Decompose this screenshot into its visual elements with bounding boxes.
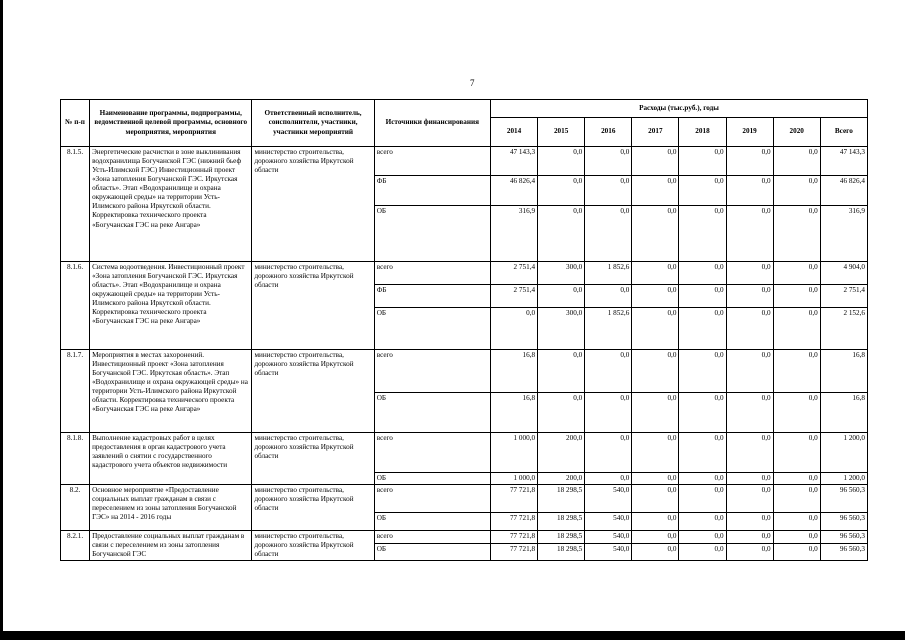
item-code: 8.1.7. [61,350,90,433]
amount-cell: 18 298,5 [538,543,585,561]
amount-cell: 77 721,8 [490,485,537,513]
amount-cell: 0,0 [773,473,820,485]
scan-edge-bottom [0,631,905,640]
amount-cell: 1 852,6 [585,262,632,285]
table-row [61,262,868,285]
amount-cell: 0,0 [632,393,679,433]
amount-cell: 1 200,0 [820,433,867,473]
table-row [61,147,868,176]
funding-source: всего [374,433,490,473]
funding-source: ОБ [374,543,490,561]
amount-cell: 0,0 [679,485,726,513]
amount-cell: 0,0 [585,473,632,485]
amount-cell: 1 852,6 [585,308,632,350]
amount-cell: 0,0 [632,485,679,513]
funding-source: ФБ [374,176,490,206]
funding-source: всего [374,485,490,513]
page-number: 7 [470,78,475,88]
funding-source: всего [374,350,490,393]
amount-cell: 300,0 [538,262,585,285]
amount-cell: 77 721,8 [490,543,537,561]
amount-cell: 0,0 [773,433,820,473]
amount-cell: 0,0 [585,350,632,393]
amount-cell: 0,0 [538,176,585,206]
table-row [61,485,868,513]
amount-cell: 0,0 [679,308,726,350]
expenses-table [60,99,868,561]
amount-cell: 0,0 [679,473,726,485]
table-row [61,350,868,393]
amount-cell: 0,0 [726,176,773,206]
amount-cell: 0,0 [632,543,679,561]
amount-cell: 0,0 [726,473,773,485]
amount-cell: 0,0 [726,513,773,531]
funding-source: всего [374,147,490,176]
amount-cell: 47 143,3 [490,147,537,176]
amount-cell: 0,0 [679,176,726,206]
amount-cell: 2 751,4 [820,285,867,308]
amount-cell: 0,0 [773,543,820,561]
funding-source: всего [374,531,490,544]
amount-cell: 0,0 [538,206,585,262]
amount-cell: 46 826,4 [490,176,537,206]
amount-cell: 96 560,3 [820,513,867,531]
amount-cell: 16,8 [820,350,867,393]
amount-cell: 18 298,5 [538,485,585,513]
amount-cell: 0,0 [773,308,820,350]
funding-source: всего [374,262,490,285]
amount-cell: 0,0 [726,308,773,350]
amount-cell: 0,0 [585,176,632,206]
table-row [61,531,868,544]
amount-cell: 47 143,3 [820,147,867,176]
amount-cell: 0,0 [679,262,726,285]
amount-cell: 0,0 [679,393,726,433]
amount-cell: 200,0 [538,433,585,473]
item-responsible: министерство строительства, дорожного хозяйства Иркутской области [252,262,374,350]
amount-cell: 0,0 [585,393,632,433]
item-code: 8.2.1. [61,531,90,561]
amount-cell: 0,0 [773,262,820,285]
item-name: Система водоотведения. Инвестиционный проект «Зона затопления Богучанской ГЭС. Иркутская область». Этап «Водохранилище и охрана окружающей среды» на территории Усть-Илимского района Иркутской области. Корректировка технического проекта «Богучанская ГЭС на реке Ангара» [90,262,252,350]
amount-cell: 540,0 [585,543,632,561]
amount-cell: 0,0 [632,513,679,531]
amount-cell: 0,0 [538,350,585,393]
amount-cell: 2 152,6 [820,308,867,350]
amount-cell: 0,0 [632,433,679,473]
amount-cell: 0,0 [490,308,537,350]
amount-cell: 0,0 [773,147,820,176]
scan-edge-left [0,0,3,640]
item-responsible: министерство строительства, дорожного хозяйства Иркутской области [252,433,374,485]
amount-cell: 0,0 [632,206,679,262]
header-name: Наименование программы, подпрограммы, ведомственной целевой программы, основного мероприятия, мероприятия [90,100,252,147]
amount-cell: 46 826,4 [820,176,867,206]
amount-cell: 1 200,0 [820,473,867,485]
header-expenses: Расходы (тыс.руб.), годы [490,100,867,118]
amount-cell: 0,0 [679,531,726,544]
amount-cell: 0,0 [726,531,773,544]
amount-cell: 0,0 [585,433,632,473]
amount-cell: 0,0 [773,513,820,531]
funding-source: ОБ [374,206,490,262]
amount-cell: 18 298,5 [538,513,585,531]
header-year: 2014 [490,118,537,147]
amount-cell: 16,8 [820,393,867,433]
amount-cell: 0,0 [773,485,820,513]
amount-cell: 0,0 [585,147,632,176]
amount-cell: 2 751,4 [490,285,537,308]
amount-cell: 0,0 [726,147,773,176]
header-year: 2020 [773,118,820,147]
item-name: Основное мероприятие «Предоставление социальных выплат гражданам в связи с переселением из зоны затопления Богучанской ГЭС» на 2014 - 2016 годы [90,485,252,531]
amount-cell: 0,0 [538,393,585,433]
amount-cell: 0,0 [585,285,632,308]
header-responsible: Ответственный исполнитель, соисполнители, участники, участники мероприятий [252,100,374,147]
amount-cell: 77 721,8 [490,513,537,531]
amount-cell: 316,9 [820,206,867,262]
table-row [61,433,868,473]
amount-cell: 16,8 [490,393,537,433]
amount-cell: 0,0 [726,262,773,285]
amount-cell: 0,0 [773,393,820,433]
funding-source: ОБ [374,308,490,350]
amount-cell: 0,0 [773,176,820,206]
amount-cell: 16,8 [490,350,537,393]
amount-cell: 0,0 [726,433,773,473]
item-responsible: министерство строительства, дорожного хозяйства Иркутской области [252,485,374,531]
item-code: 8.1.8. [61,433,90,485]
item-code: 8.2. [61,485,90,531]
item-responsible: министерство строительства, дорожного хозяйства Иркутской области [252,531,374,561]
amount-cell: 96 560,3 [820,485,867,513]
amount-cell: 0,0 [726,485,773,513]
amount-cell: 0,0 [679,147,726,176]
item-name: Выполнение кадастровых работ в целях предоставления в орган кадастрового учета заявлений о снятии с государственного кадастрового учета объектов недвижимости [90,433,252,485]
amount-cell: 0,0 [679,433,726,473]
amount-cell: 0,0 [679,350,726,393]
amount-cell: 0,0 [726,543,773,561]
amount-cell: 0,0 [773,206,820,262]
item-responsible: министерство строительства, дорожного хозяйства Иркутской области [252,350,374,433]
amount-cell: 0,0 [632,308,679,350]
amount-cell: 4 904,0 [820,262,867,285]
amount-cell: 540,0 [585,531,632,544]
amount-cell: 0,0 [632,350,679,393]
amount-cell: 200,0 [538,473,585,485]
amount-cell: 0,0 [773,285,820,308]
header-year: 2018 [679,118,726,147]
header-year: 2017 [632,118,679,147]
amount-cell: 0,0 [773,531,820,544]
amount-cell: 540,0 [585,513,632,531]
amount-cell: 0,0 [585,206,632,262]
amount-cell: 0,0 [538,285,585,308]
header-year: 2015 [538,118,585,147]
amount-cell: 0,0 [726,393,773,433]
funding-source: ОБ [374,473,490,485]
amount-cell: 96 560,3 [820,531,867,544]
amount-cell: 1 000,0 [490,433,537,473]
amount-cell: 0,0 [726,206,773,262]
amount-cell: 0,0 [632,285,679,308]
item-name: Мероприятия в местах захоронений. Инвестиционный проект «Зона затопления Богучанской ГЭС. Иркутская область». Этап «Водохранилище и охрана окружающей среды» на территории Усть-Илимского района Иркутской области. Корректировка технического проекта «Богучанская ГЭС на реке Ангара» [90,350,252,433]
item-name: Энергетические расчистки в зоне выклинивания водохранилища Богучанской ГЭС (нижний бьеф Усть-Илимской ГЭС) Инвестиционный проект «Зона затопления Богучанской ГЭС. Иркутская область». Этап «Водохранилище и охрана окружающей среды» на территории Усть-Илимского района Иркутской области. Корректировка технического проекта «Богучанская ГЭС на реке Ангара» [90,147,252,262]
amount-cell: 0,0 [679,206,726,262]
amount-cell: 0,0 [632,262,679,285]
amount-cell: 0,0 [679,513,726,531]
amount-cell: 96 560,3 [820,543,867,561]
amount-cell: 0,0 [538,147,585,176]
amount-cell: 0,0 [679,285,726,308]
amount-cell: 0,0 [632,176,679,206]
item-code: 8.1.6. [61,262,90,350]
header-year: 2016 [585,118,632,147]
amount-cell: 0,0 [679,543,726,561]
amount-cell: 540,0 [585,485,632,513]
amount-cell: 18 298,5 [538,531,585,544]
header-num: № п-п [61,100,90,147]
item-code: 8.1.5. [61,147,90,262]
item-name: Предоставление социальных выплат гражданам в связи с переселением из зоны затопления Богучанской ГЭС [90,531,252,561]
header-year: 2019 [726,118,773,147]
amount-cell: 316,9 [490,206,537,262]
amount-cell: 0,0 [726,350,773,393]
funding-source: ОБ [374,393,490,433]
item-responsible: министерство строительства, дорожного хозяйства Иркутской области [252,147,374,262]
amount-cell: 77 721,8 [490,531,537,544]
amount-cell: 0,0 [773,350,820,393]
amount-cell: 0,0 [632,473,679,485]
header-sources: Источники финансирования [374,100,490,147]
amount-cell: 1 000,0 [490,473,537,485]
amount-cell: 0,0 [726,285,773,308]
amount-cell: 300,0 [538,308,585,350]
amount-cell: 2 751,4 [490,262,537,285]
amount-cell: 0,0 [632,147,679,176]
header-year: Всего [820,118,867,147]
funding-source: ОБ [374,513,490,531]
funding-source: ФБ [374,285,490,308]
amount-cell: 0,0 [632,531,679,544]
